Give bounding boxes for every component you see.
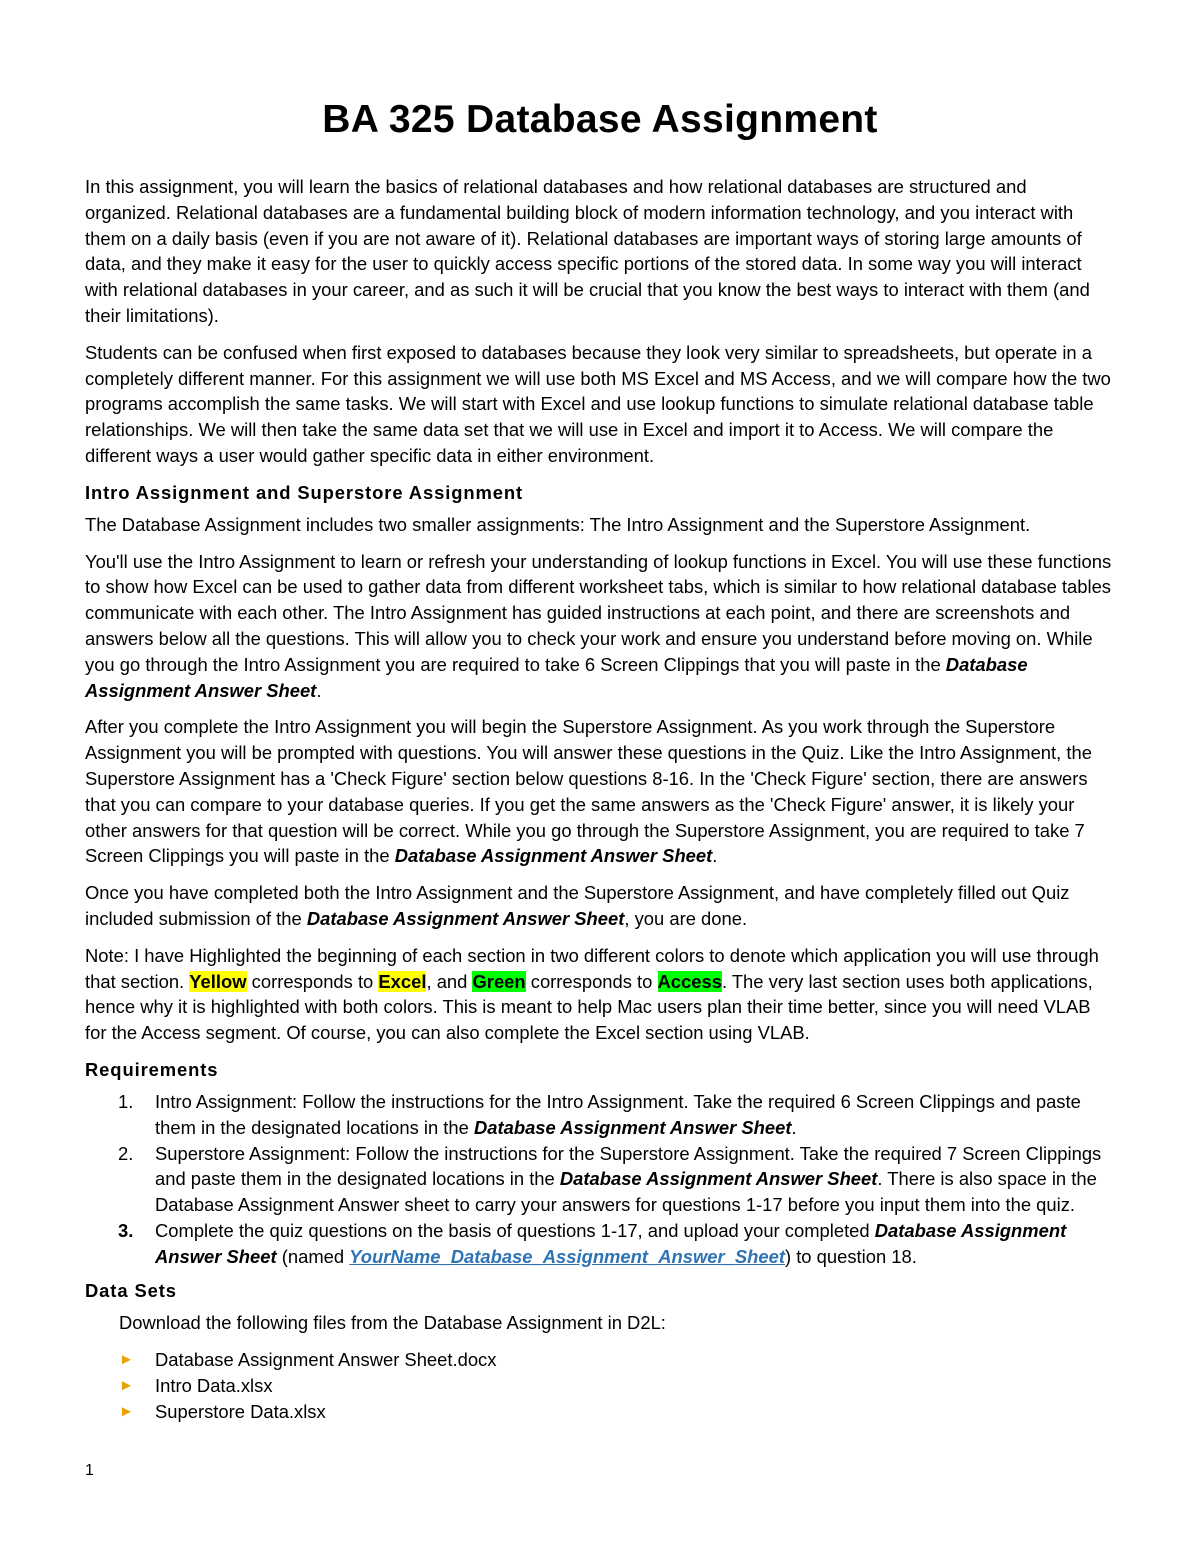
requirement-item-3: 3. Complete the quiz questions on the basis of questions 1-17, and upload your completed Database Assignment Answer Sheet (named YourName_Database_Assignment_Answer_Sheet) to question 18. [118, 1219, 1067, 1267]
note-paragraph: Note: I have Highlighted the beginning of each section in two different colors to denote which application you will use through that section. Yellow corresponds to Excel, and Green corresponds to Access. The very last section uses both applications, hence why it is highlighted with both colors. This is meant to help Mac users plan their time better, since you will need VLAB for the Access segment. Of course, you can also complete the Excel section using VLAB. [85, 944, 1099, 1044]
file-list [85, 1347, 1115, 1424]
intro-paragraph-2: Students can be confused when first exposed to databases because they look very similar to spreadsheets, but operate in a completely different manner. For this assignment we will use both MS Excel and MS Access, and we will compare how the two programs accomplish the same tasks. We will start with Excel and use lookup functions to simulate relational database table relationships. We will then take the same data set that we will use in Excel and import it to Access. We will compare the different ways a user would gather specific data in either environment. [85, 341, 1111, 466]
arrow-bullet-icon: ► [119, 1351, 134, 1369]
file-item: ► Superstore Data.xlsx [85, 1399, 1115, 1425]
section-heading-requirements: Requirements [85, 1058, 219, 1080]
highlight-excel: Excel [378, 970, 427, 992]
section-paragraph-4: Once you have completed both the Intro Assignment and the Superstore Assignment, and have completely filled out Quiz included submission of the Database Assignment Answer Sheet, you are done. [85, 882, 1070, 929]
highlight-green: Green [472, 970, 526, 992]
answer-sheet-reference: Database Assignment Answer Sheet [85, 653, 1028, 701]
document-body [85, 174, 1115, 1425]
intro-paragraph-1: In this assignment, you will learn the basics of relational databases and how relational databases are structured and organized. Relational databases are a fundamental building block of modern information technology, and you interact with them on a daily basis (even if you are not aware of it). Relational databases are important ways of storing large amounts of data, and they make it easy for the user to quickly access specific portions of the stored data. In some way you will interact with relational databases in your career, and as such it will be crucial that you know the best ways to interact with them (and their limitations). [85, 176, 1090, 326]
requirement-item-1: 1. Intro Assignment: Follow the instructions for the Intro Assignment. Take the required 6 Screen Clippings and paste them in the designated locations in the Database Assignment Answer Sheet. [118, 1090, 1081, 1138]
data-sets-intro: Download the following files from the Database Assignment in D2L: [119, 1312, 666, 1334]
answer-sheet-reference: Database Assignment Answer Sheet [306, 907, 625, 929]
requirements-list [85, 1089, 1115, 1270]
highlight-access: Access [657, 970, 722, 992]
section-paragraph-3: After you complete the Intro Assignment you will begin the Superstore Assignment. As you work through the Superstore Assignment you will be prompted with questions. You will answer these questions in the Quiz. Like the Intro Assignment, the Superstore Assignment has a 'Check Figure' section below questions 8-16. In the 'Check Figure' section, there are answers that you can compare to your database queries. If you get the same answers as the 'Check Figure' answer, it is likely your other answers for that question will be correct. While you go through the Superstore Assignment, you are required to take 7 Screen Clippings you will paste in the Database Assignment Answer Sheet. [85, 716, 1092, 867]
section-paragraph-1: The Database Assignment includes two smaller assignments: The Intro Assignment and the Superstore Assignment. [85, 513, 1031, 535]
answer-sheet-reference: Database Assignment Answer Sheet [394, 845, 713, 867]
page-number: 1 [85, 1462, 94, 1479]
page-title: BA 325 Database Assignment [322, 98, 878, 141]
file-item: ► Intro Data.xlsx [85, 1373, 1115, 1399]
section-paragraph-2: You'll use the Intro Assignment to learn or refresh your understanding of lookup functions in Excel. You will use these functions to show how Excel can be used to gather data from different worksheet tabs, which is similar to how relational database tables communicate with each other. The Intro Assignment has guided instructions at each point, and there are screenshots and answers below all the questions. This will allow you to check your work and ensure you understand before moving on. While you go through the Intro Assignment you are required to take 6 Screen Clippings that you will paste in the Database Assignment Answer Sheet. [85, 550, 1112, 701]
arrow-bullet-icon: ► [119, 1377, 134, 1395]
section-heading-data-sets: Data Sets [85, 1280, 177, 1302]
requirement-item-2: 2. Superstore Assignment: Follow the instructions for the Superstore Assignment. Take the required 7 Screen Clippings and paste them in the designated locations in the Database Assignment Answer Sheet. There is also space in the Database Assignment Answer sheet to carry your answers for questions 1-17 before you input them into the quiz. [118, 1142, 1102, 1216]
arrow-bullet-icon: ► [119, 1402, 134, 1420]
section-heading-intro-superstore: Intro Assignment and Superstore Assignment [85, 481, 524, 503]
filename-link[interactable]: YourName_Database_Assignment_Answer_Sheet [349, 1245, 785, 1267]
highlight-yellow: Yellow [189, 970, 247, 992]
file-item: ► Database Assignment Answer Sheet.docx [85, 1347, 1115, 1373]
